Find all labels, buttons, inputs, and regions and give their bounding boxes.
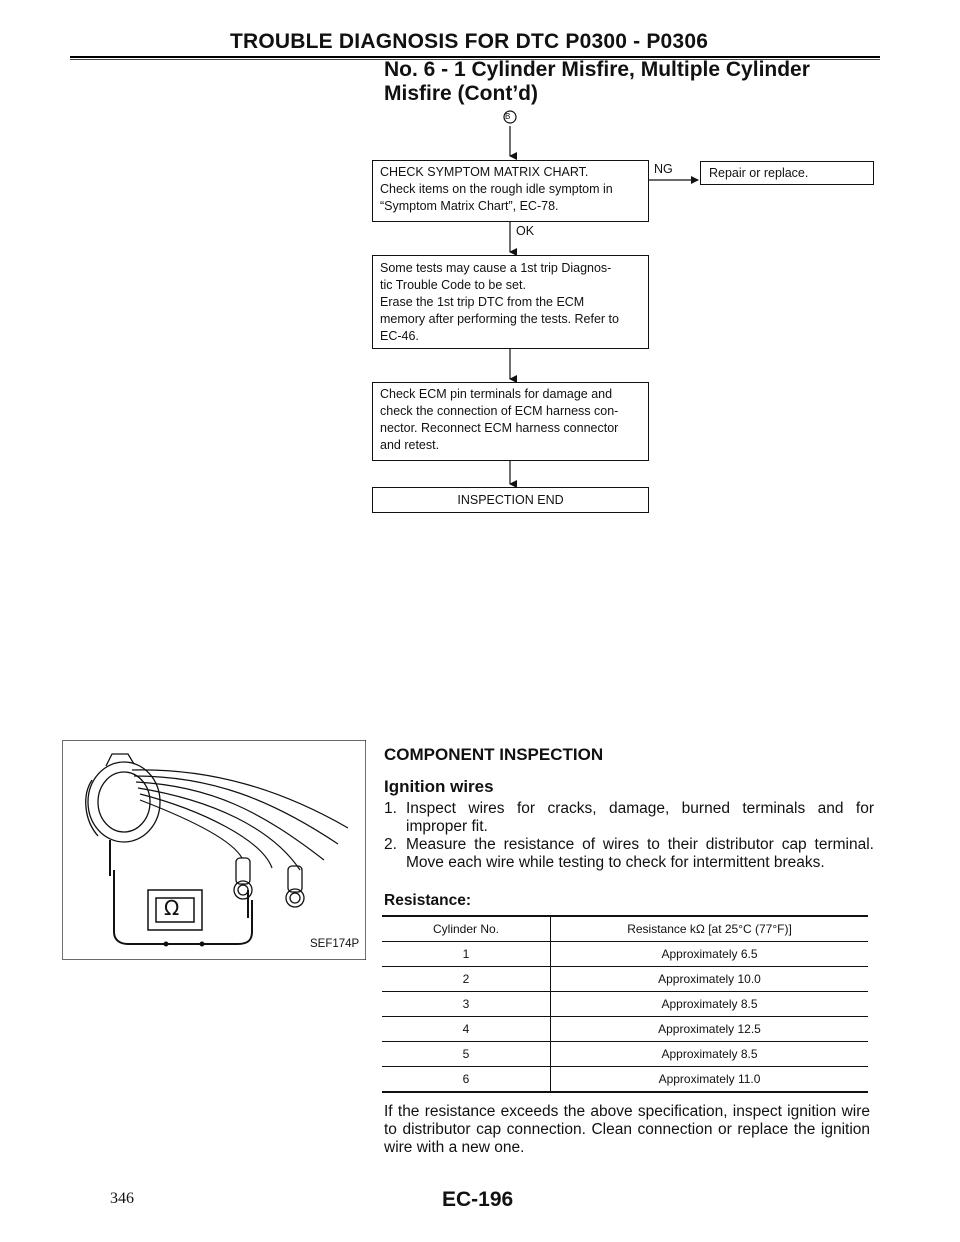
inspection-end-text: INSPECTION END: [457, 493, 564, 507]
note-box-line5: EC-46.: [380, 329, 419, 343]
step-item: [384, 800, 874, 836]
ecm-box-line1: Check ECM pin terminals for damage and: [380, 387, 613, 401]
check-box-line1: Check items on the rough idle symptom in: [380, 182, 613, 196]
step-text: Inspect wires for cracks, damage, burned terminals and for improper fit.: [406, 800, 874, 835]
distributor-cap: [86, 754, 160, 842]
figure-code: SEF174P: [310, 938, 360, 950]
page-header-title: TROUBLE DIAGNOSIS FOR DTC P0300 - P0306: [230, 30, 709, 53]
note-box: [372, 255, 649, 349]
table-row: [382, 942, 868, 967]
step-item: [384, 836, 874, 872]
inspection-steps: [384, 800, 874, 872]
note-box-line2: tic Trouble Code to be set.: [380, 278, 526, 292]
ng-label: NG: [654, 162, 673, 176]
note-box-line1: Some tests may cause a 1st trip Diagnos-: [380, 261, 612, 275]
resistance-cell: Approximately 8.5: [551, 992, 869, 1017]
cylinder-cell: 4: [382, 1017, 551, 1042]
ecm-box-line2: check the connection of ECM harness con-: [380, 404, 619, 418]
cylinder-cell: 3: [382, 992, 551, 1017]
repair-box: [700, 161, 874, 185]
resistance-label: Resistance:: [384, 892, 472, 909]
table-row: [382, 1017, 868, 1042]
step-number: 1.: [384, 800, 397, 817]
ecm-check-box: [372, 382, 649, 461]
inspection-end-box: [372, 487, 649, 513]
note-box-line4: memory after performing the tests. Refer to: [380, 312, 619, 326]
connector-label: B: [505, 112, 511, 121]
ohm-symbol: Ω: [164, 896, 180, 920]
table-row: [382, 1067, 868, 1093]
column-header-cylinder: Cylinder No.: [382, 916, 551, 942]
resistance-cell: Approximately 8.5: [551, 1042, 869, 1067]
ignition-wire-figure: [62, 740, 366, 960]
cylinder-cell: 6: [382, 1067, 551, 1093]
resistance-cell: Approximately 6.5: [551, 942, 869, 967]
resistance-cell: Approximately 10.0: [551, 967, 869, 992]
page-number: 346: [110, 1190, 134, 1207]
table-row: [382, 967, 868, 992]
cylinder-cell: 2: [382, 967, 551, 992]
repair-box-text: Repair or replace.: [709, 166, 809, 180]
table-row: [382, 1042, 868, 1067]
note-box-line3: Erase the 1st trip DTC from the ECM: [380, 295, 585, 309]
check-box-title: CHECK SYMPTOM MATRIX CHART.: [380, 165, 589, 179]
resistance-cell: Approximately 11.0: [551, 1067, 869, 1093]
ignition-wires: [132, 770, 348, 870]
cylinder-cell: 5: [382, 1042, 551, 1067]
spark-plug-terminals: [234, 858, 304, 907]
section-title-line1: No. 6 - 1 Cylinder Misfire, Multiple Cylinder: [384, 58, 810, 81]
column-header-resistance: Resistance kΩ [at 25°C (77°F)]: [551, 916, 869, 942]
ecm-box-line3: nector. Reconnect ECM harness connector: [380, 421, 619, 435]
ignition-wires-subtitle: Ignition wires: [384, 777, 494, 796]
component-inspection-title: COMPONENT INSPECTION: [384, 745, 604, 764]
ok-label: OK: [516, 224, 535, 238]
step-number: 2.: [384, 836, 397, 853]
resistance-table: [382, 915, 868, 1093]
check-symptom-box: [372, 160, 649, 222]
table-header-row: [382, 916, 868, 942]
resistance-note: If the resistance exceeds the above specification, inspect ignition wire to distributor cap connection. Clean connection or replace the ignition wire with a new one.: [384, 1103, 870, 1156]
check-box-line2: “Symptom Matrix Chart”, EC-78.: [380, 199, 559, 213]
step-text: Measure the resistance of wires to their distributor cap terminal. Move each wire while testing to check for intermittent breaks.: [406, 836, 874, 871]
ecm-box-line4: and retest.: [380, 438, 440, 452]
section-title-line2: Misfire (Cont’d): [384, 82, 538, 105]
resistance-cell: Approximately 12.5: [551, 1017, 869, 1042]
page-code: EC-196: [442, 1188, 514, 1211]
cylinder-cell: 1: [382, 942, 551, 967]
table-row: [382, 992, 868, 1017]
